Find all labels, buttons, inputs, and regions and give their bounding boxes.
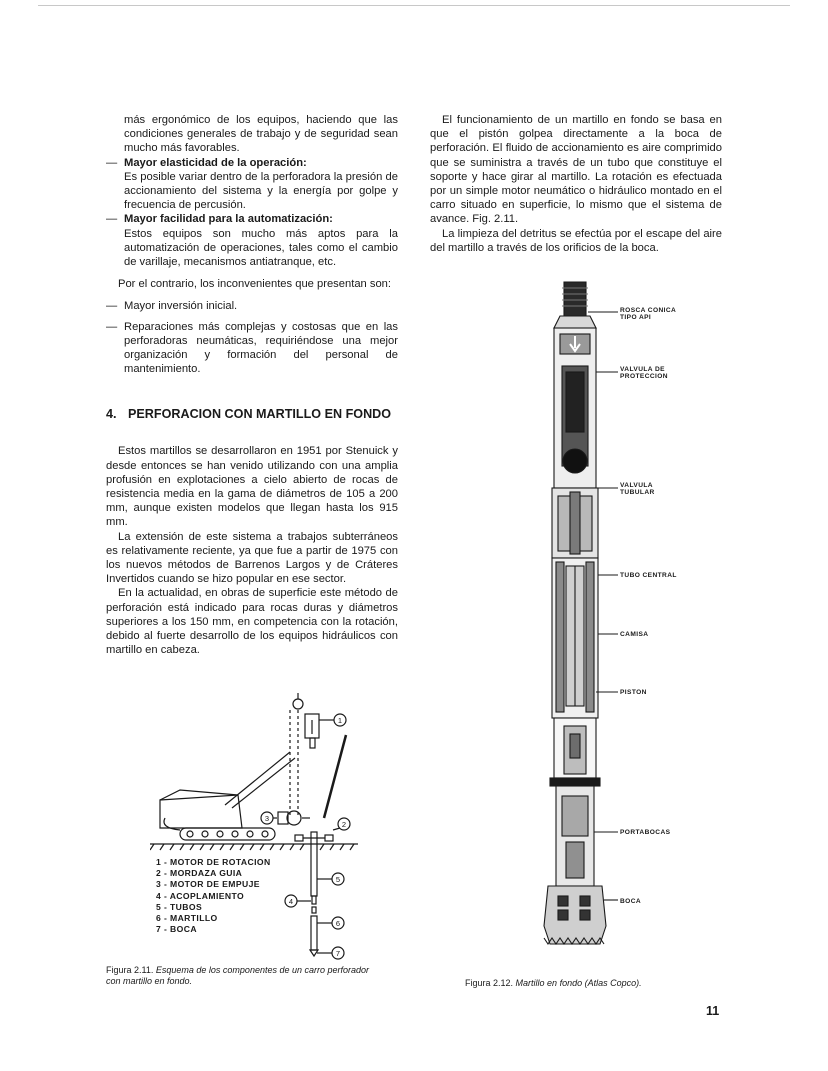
caption-label: Figura 2.11. [106,965,154,975]
legend-item: 2 - MORDAZA GUIA [156,868,243,879]
intro-paragraph: más ergonómico de los equipos, haciendo que las condiciones generales de trabajo y de seguridad sean mucho más favorables. [124,114,398,155]
section-heading [106,406,398,422]
figure-legend [156,857,271,935]
advantage-title: Mayor facilidad para la automatización: [124,213,333,226]
legend-item: 3 - MOTOR DE EMPUJE [156,879,260,890]
part-label-portabocas: PORTABOCAS [620,829,671,836]
caption-text: Martillo en fondo (Atlas Copco). [515,978,642,988]
caption-label: Figura 2.12. [465,978,514,988]
body-paragraph: El funcionamiento de un martillo en fondo se basa en que el pistón golpea directamente a la boca de perforación. El fluido de accionamiento es aire comprimido que se suministra a través de un tubo que constituye el soporte y hace girar al martillo. La rotación es efectuada por un simple motor neumático o hidráulico montado en el carro situado en superficie, lo mismo que el sistema de avance. Fig. 2.11. [430,114,722,226]
part-label-valvula-tubular: VALVULA TUBULAR [620,482,655,497]
left-column [106,113,398,658]
legend-item: 1 - MOTOR DE ROTACION [156,857,271,867]
advantage-title: Mayor elasticidad de la operación: [124,156,307,169]
part-label-rosca: ROSCA CONICA TIPO API [620,307,677,322]
part-label-valvula-proteccion: VALVULA DE PROTECCION [620,366,668,381]
legend-item: 4 - ACOPLAMIENTO [156,890,245,901]
part-label-tubo-central: TUBO CENTRAL [620,572,677,579]
legend-item: 6 - MARTILLO [156,913,218,924]
page-number: 11 [706,1004,720,1018]
down-the-hole-hammer-illustration [530,276,620,952]
callout-label: 5 [335,875,341,884]
advantage-text: Es posible variar dentro de la perforadora la presión de accionamiento del sistema y la energía por golpe y frecuencia de percusión. [124,170,398,212]
body-paragraph: En la actualidad, en obras de superficie este método de perforación está indicado para rocas duras y diámetros superiores a los 150 mm, en competencia con la rotación, debido al fuerte desarrollo de los equipos hidráulicos con martillo en cabeza. [106,587,398,657]
figure-caption [106,965,376,987]
callout-label: 7 [335,949,341,958]
caption-text: Esquema de los componentes de un carro perforador con martillo en fondo. [106,965,370,986]
disadvantage-item: — Mayor inversión inicial. [106,300,238,313]
legend-item: 7 - BOCA [156,924,197,935]
advantage-text: Estos equipos son mucho más aptos para la automatización de operaciones, tales como el cambio de varillaje, mecanismos antiatranque, etc. [124,227,398,269]
advantage-item-elasticity: — Mayor elasticidad de la operación: Es posible variar dentro de la perforadora la presión de accionamiento del sistema y la energía por golpe y frecuencia de percusión. [106,156,398,212]
part-label-boca: BOCA [620,898,642,905]
callout-label: 6 [335,919,341,928]
figure-caption [465,978,725,989]
top-rule [38,5,790,6]
section-title: PERFORACION CON MARTILLO EN FONDO [128,407,392,422]
advantage-item-automation: — Mayor facilidad para la automatización: Estos equipos son mucho más aptos para la automatización de operaciones, tales como el cambio de varillaje, mecanismos antiatranque, etc. [106,213,398,269]
contra-paragraph: Por el contrario, los inconvenientes que presentan son: [118,278,392,291]
body-paragraph: La extensión de este sistema a trabajos subterráneos es relativamente reciente, ya que fue a partir de 1975 con los nuevos métodos de Barrenos Largos y de Cráteres Invertidos cuando se hizo popular en ese sector. [106,530,398,586]
body-paragraph: La limpieza del detritus se efectúa por el escape del aire del martillo a través de los orificios de la boca. [430,227,722,254]
callout-label: 2 [341,820,347,829]
disadvantage-item: — Reparaciones más complejas y costosas que en las perforadoras neumáticas, requiriéndose una mejor organización y formación del personal de mantenimiento. [106,320,398,376]
part-label-camisa: CAMISA [620,631,649,638]
part-label-piston: PISTON [620,689,647,696]
callout-label: 3 [264,814,270,823]
callout-label: 4 [288,897,294,906]
section-number: 4. [106,407,117,422]
right-column [430,113,722,255]
body-paragraph: Estos martillos se desarrollaron en 1951 por Stenuick y desde entonces se han venido utilizando con una amplia profusión en explotaciones a cielo abierto de rocas de resistencia media en la gama de diámetros de 105 a 200 mm, aunque existen modelos que llegan hasta los 915 mm. [106,445,398,529]
callout-label: 1 [337,716,343,725]
legend-item: 5 - TUBOS [156,901,203,912]
